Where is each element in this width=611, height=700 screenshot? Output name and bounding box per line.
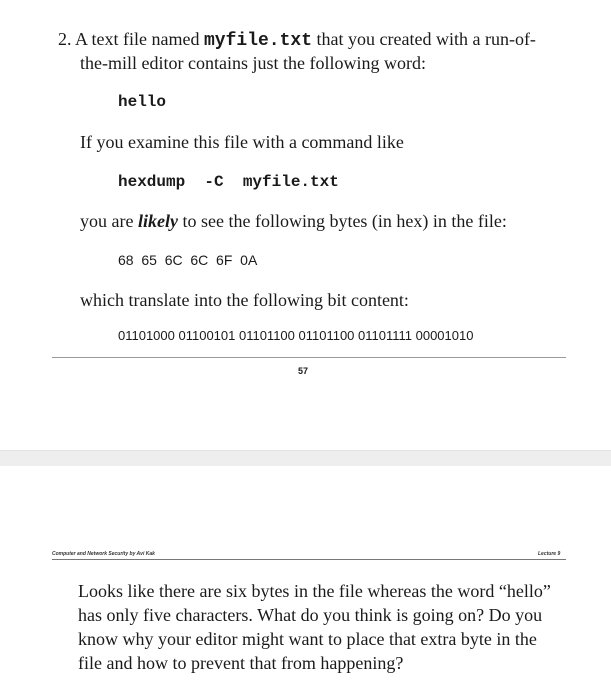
- question-line-3: know why your editor might want to place that extra byte in the: [78, 629, 537, 649]
- hex-bytes: 68 65 6C 6C 6F 0A: [118, 252, 258, 268]
- problem-line-2: the-mill editor contains just the following word:: [80, 53, 426, 73]
- filename: myfile.txt: [203, 31, 313, 51]
- problem-line1-suffix: that you created with a run-of-: [316, 29, 536, 49]
- problem-line-1: [58, 28, 536, 52]
- problem-line1-prefix: A text file named: [75, 29, 200, 49]
- word-example: hello: [118, 93, 167, 111]
- question-line-4: file and how to prevent that from happening?: [78, 653, 404, 673]
- question-line-1: Looks like there are six bytes in the file whereas the word “hello”: [78, 581, 551, 601]
- problem-number: 2.: [58, 29, 72, 49]
- hexdump-command: hexdump -C myfile.txt: [118, 173, 339, 191]
- examine-text: If you examine this file with a command like: [80, 132, 404, 152]
- page-number: 57: [298, 366, 309, 376]
- running-header-right: Lecture 9: [538, 551, 561, 557]
- page-bottom: [0, 466, 611, 700]
- footer-rule: [52, 357, 566, 358]
- bit-content: 01101000 01100101 01101100 01101100 01101111 00001010: [118, 328, 474, 343]
- likely-word: likely: [137, 211, 178, 231]
- running-header-left: Computer and Network Security by Avi Kak: [52, 551, 155, 557]
- header-rule: [52, 559, 566, 560]
- question-line-2: has only five characters. What do you think is going on? Do you: [78, 605, 543, 625]
- likely-prefix: you are: [80, 211, 134, 231]
- likely-suffix: to see the following bytes (in hex) in the file:: [182, 211, 507, 231]
- likely-line: [80, 210, 507, 232]
- translate-text: which translate into the following bit content:: [80, 290, 409, 310]
